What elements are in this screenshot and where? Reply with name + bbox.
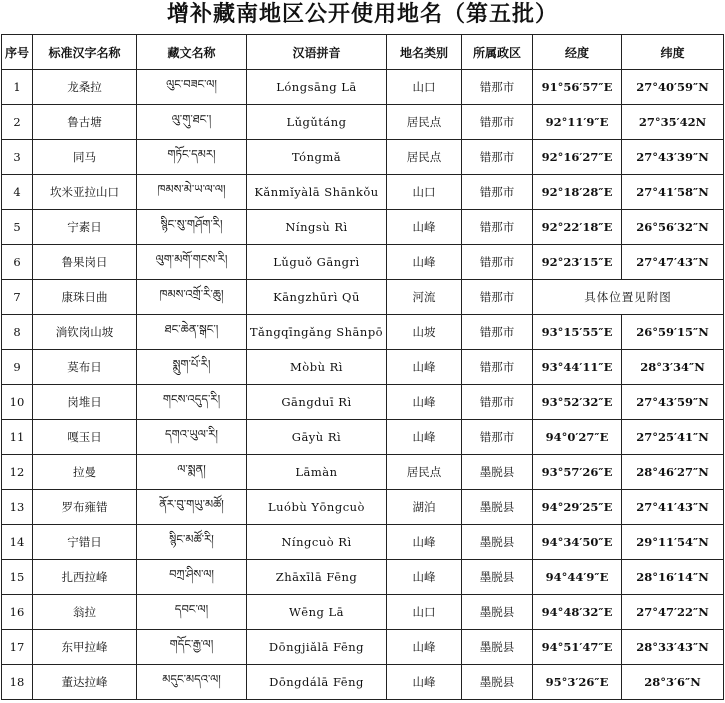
table-body	[2, 70, 724, 700]
cell-pinyin: Tǎngqīngǎng Shānpō	[247, 315, 387, 350]
cell-region: 错那市	[462, 245, 533, 280]
table-row	[2, 630, 724, 665]
cell-longitude: 94°34′50″E	[533, 525, 622, 560]
table-row	[2, 140, 724, 175]
cell-latitude: 29°11′54″N	[622, 525, 724, 560]
cell-region: 错那市	[462, 350, 533, 385]
table-row	[2, 315, 724, 350]
table-row	[2, 560, 724, 595]
header-category: 地名类别	[387, 35, 462, 70]
cell-region: 错那市	[462, 210, 533, 245]
cell-tibetan: གདོང་རྒྱ་ལ།	[137, 630, 247, 665]
cell-longitude: 93°57′26″E	[533, 455, 622, 490]
cell-region: 错那市	[462, 280, 533, 315]
cell-category: 居民点	[387, 455, 462, 490]
cell-no: 3	[2, 140, 33, 175]
cell-tibetan: བཀྲ་ཤིས་ལ།	[137, 560, 247, 595]
cell-longitude: 93°15′55″E	[533, 315, 622, 350]
cell-region: 错那市	[462, 420, 533, 455]
cell-category: 山口	[387, 595, 462, 630]
cell-tibetan: ལུང་བཟང་ལ།	[137, 70, 247, 105]
cell-region: 墨脱县	[462, 525, 533, 560]
cell-category: 山峰	[387, 525, 462, 560]
cell-no: 4	[2, 175, 33, 210]
cell-pinyin: Níngcuò Rì	[247, 525, 387, 560]
cell-region: 墨脱县	[462, 665, 533, 700]
header-pinyin: 汉语拼音	[247, 35, 387, 70]
cell-no: 15	[2, 560, 33, 595]
cell-tibetan: སྙིང་སུ་གཤོག་རི།	[137, 210, 247, 245]
cell-latitude: 28°3′34″N	[622, 350, 724, 385]
cell-name: 董达拉峰	[33, 665, 137, 700]
cell-pinyin: Lǔgǔtáng	[247, 105, 387, 140]
cell-longitude: 94°44′9″E	[533, 560, 622, 595]
cell-latitude: 28°33′43″N	[622, 630, 724, 665]
cell-pinyin: Kǎnmǐyàlā Shānkǒu	[247, 175, 387, 210]
cell-region: 错那市	[462, 105, 533, 140]
cell-category: 河流	[387, 280, 462, 315]
cell-region: 墨脱县	[462, 455, 533, 490]
header-row	[2, 35, 724, 70]
cell-category: 湖泊	[387, 490, 462, 525]
cell-no: 9	[2, 350, 33, 385]
header-region: 所属政区	[462, 35, 533, 70]
cell-latitude: 27°43′39″N	[622, 140, 724, 175]
cell-pinyin: Lāmàn	[247, 455, 387, 490]
cell-category: 山峰	[387, 245, 462, 280]
cell-category: 居民点	[387, 140, 462, 175]
cell-name: 宁错日	[33, 525, 137, 560]
cell-region: 墨脱县	[462, 595, 533, 630]
cell-tibetan: མདུང་མདའ་ལ།	[137, 665, 247, 700]
cell-tibetan: ཁམས་མེ་ཡ་ལ་ལ།	[137, 175, 247, 210]
cell-longitude: 93°52′32″E	[533, 385, 622, 420]
cell-no: 14	[2, 525, 33, 560]
cell-no: 11	[2, 420, 33, 455]
cell-tibetan: གངས་འདུད་རི།	[137, 385, 247, 420]
table-row	[2, 420, 724, 455]
cell-longitude: 94°29′25″E	[533, 490, 622, 525]
cell-region: 错那市	[462, 70, 533, 105]
cell-longitude: 94°48′32″E	[533, 595, 622, 630]
cell-name: 鲁果岗日	[33, 245, 137, 280]
cell-latitude: 26°59′15″N	[622, 315, 724, 350]
cell-name: 莫布日	[33, 350, 137, 385]
cell-no: 8	[2, 315, 33, 350]
cell-region: 错那市	[462, 140, 533, 175]
table-row	[2, 490, 724, 525]
cell-category: 山峰	[387, 385, 462, 420]
cell-latitude: 28°16′14″N	[622, 560, 724, 595]
cell-pinyin: Lǔguǒ Gāngrì	[247, 245, 387, 280]
cell-longitude: 91°56′57″E	[533, 70, 622, 105]
table-row	[2, 105, 724, 140]
cell-latitude: 28°3′6″N	[622, 665, 724, 700]
cell-name: 扎西拉峰	[33, 560, 137, 595]
cell-latitude: 27°25′41″N	[622, 420, 724, 455]
cell-pinyin: Dōngdálā Fēng	[247, 665, 387, 700]
cell-pinyin: Tóngmǎ	[247, 140, 387, 175]
cell-tibetan: ལ་སྨན།	[137, 455, 247, 490]
cell-region: 墨脱县	[462, 490, 533, 525]
cell-no: 5	[2, 210, 33, 245]
cell-pinyin: Lóngsāng Lā	[247, 70, 387, 105]
table-row	[2, 665, 724, 700]
cell-category: 山口	[387, 175, 462, 210]
table-row	[2, 70, 724, 105]
cell-region: 墨脱县	[462, 630, 533, 665]
table-row	[2, 175, 724, 210]
cell-region: 墨脱县	[462, 560, 533, 595]
header-name: 标准汉字名称	[33, 35, 137, 70]
cell-category: 山峰	[387, 350, 462, 385]
cell-pinyin: Luóbù Yōngcuò	[247, 490, 387, 525]
table-row	[2, 280, 724, 315]
cell-name: 拉曼	[33, 455, 137, 490]
cell-latitude: 28°46′27″N	[622, 455, 724, 490]
cell-name: 淌钦岗山坡	[33, 315, 137, 350]
cell-latitude: 27°41′43″N	[622, 490, 724, 525]
cell-tibetan: ཁམས་འགྲོ་རི་ཆུ།	[137, 280, 247, 315]
cell-no: 17	[2, 630, 33, 665]
cell-tibetan: སྨུག་པོ་རི།	[137, 350, 247, 385]
cell-no: 10	[2, 385, 33, 420]
cell-pinyin: Kāngzhūrì Qū	[247, 280, 387, 315]
cell-category: 山峰	[387, 665, 462, 700]
header-no: 序号	[2, 35, 33, 70]
cell-no: 16	[2, 595, 33, 630]
place-names-table	[1, 34, 724, 700]
header-tibetan: 藏文名称	[137, 35, 247, 70]
cell-longitude: 93°44′11″E	[533, 350, 622, 385]
cell-latitude: 27°47′22″N	[622, 595, 724, 630]
cell-latitude: 27°40′59″N	[622, 70, 724, 105]
cell-tibetan: ལུག་མགོ་གངས་རི།	[137, 245, 247, 280]
cell-category: 山峰	[387, 630, 462, 665]
cell-name: 同马	[33, 140, 137, 175]
cell-longitude: 92°22′18″E	[533, 210, 622, 245]
cell-tibetan: གཏོང་དམར།	[137, 140, 247, 175]
cell-name: 东甲拉峰	[33, 630, 137, 665]
cell-longitude: 94°51′47″E	[533, 630, 622, 665]
table-row	[2, 525, 724, 560]
cell-no: 2	[2, 105, 33, 140]
header-latitude: 纬度	[622, 35, 724, 70]
cell-pinyin: Zhāxīlā Fēng	[247, 560, 387, 595]
cell-category: 山峰	[387, 420, 462, 455]
table-row	[2, 385, 724, 420]
table-row	[2, 455, 724, 490]
cell-tibetan: ནོར་བུ་གཡུ་མཚོ།	[137, 490, 247, 525]
cell-pinyin: Mòbù Rì	[247, 350, 387, 385]
cell-pinyin: Dōngjiǎlā Fēng	[247, 630, 387, 665]
cell-pinyin: Wēng Lā	[247, 595, 387, 630]
cell-tibetan: ལུ་གུ་ཐང་།	[137, 105, 247, 140]
cell-longitude: 92°23′15″E	[533, 245, 622, 280]
cell-tibetan: ཐང་ཆེན་སྒང་།	[137, 315, 247, 350]
cell-no: 12	[2, 455, 33, 490]
cell-longitude: 94°0′27″E	[533, 420, 622, 455]
cell-longitude: 95°3′26″E	[533, 665, 622, 700]
cell-name: 鲁古塘	[33, 105, 137, 140]
cell-latitude: 27°43′59″N	[622, 385, 724, 420]
cell-no: 7	[2, 280, 33, 315]
cell-longitude: 92°11′9″E	[533, 105, 622, 140]
cell-region: 错那市	[462, 315, 533, 350]
cell-longitude: 92°18′28″E	[533, 175, 622, 210]
cell-latitude: 26°56′32″N	[622, 210, 724, 245]
cell-category: 山口	[387, 70, 462, 105]
cell-no: 1	[2, 70, 33, 105]
cell-category: 山峰	[387, 560, 462, 595]
cell-location-note: 具体位置见附图	[533, 280, 724, 315]
cell-name: 坎米亚拉山口	[33, 175, 137, 210]
cell-name: 龙桑拉	[33, 70, 137, 105]
cell-latitude: 27°35′42N	[622, 105, 724, 140]
cell-category: 山坡	[387, 315, 462, 350]
cell-no: 6	[2, 245, 33, 280]
cell-pinyin: Níngsù Rì	[247, 210, 387, 245]
cell-pinyin: Gāyù Rì	[247, 420, 387, 455]
cell-category: 居民点	[387, 105, 462, 140]
table-row	[2, 595, 724, 630]
cell-name: 康珠日曲	[33, 280, 137, 315]
cell-latitude: 27°41′58″N	[622, 175, 724, 210]
cell-region: 错那市	[462, 175, 533, 210]
cell-no: 13	[2, 490, 33, 525]
cell-category: 山峰	[387, 210, 462, 245]
table-row	[2, 350, 724, 385]
cell-name: 罗布雍错	[33, 490, 137, 525]
cell-latitude: 27°47′43″N	[622, 245, 724, 280]
cell-no: 18	[2, 665, 33, 700]
table-row	[2, 210, 724, 245]
cell-pinyin: Gāngduī Rì	[247, 385, 387, 420]
cell-tibetan: དགའ་ཡུལ་རི།	[137, 420, 247, 455]
cell-name: 岗堆日	[33, 385, 137, 420]
cell-name: 翁拉	[33, 595, 137, 630]
table-row	[2, 245, 724, 280]
cell-tibetan: སྙིང་མཚོ་རི།	[137, 525, 247, 560]
cell-region: 错那市	[462, 385, 533, 420]
page-title: 增补藏南地区公开使用地名（第五批）	[166, 2, 558, 27]
cell-longitude: 92°16′27″E	[533, 140, 622, 175]
cell-tibetan: དབང་ལ།	[137, 595, 247, 630]
cell-name: 嘎玉日	[33, 420, 137, 455]
header-longitude: 经度	[533, 35, 622, 70]
cell-name: 宁素日	[33, 210, 137, 245]
